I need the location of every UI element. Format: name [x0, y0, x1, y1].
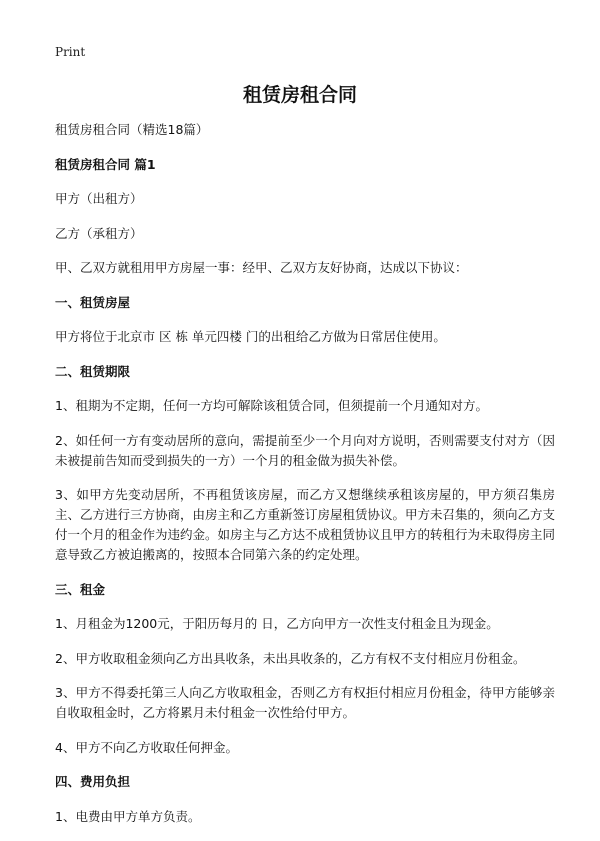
section-heading-lease-property: 一、租赁房屋 — [55, 294, 131, 310]
section-heading-lease-term: 二、租赁期限 — [55, 363, 131, 379]
section3-paragraph-1: 1、月租金为1200元，于阳历每月的 日，乙方向甲方一次性支付租金且为现金。 — [55, 616, 499, 631]
document-title: 租赁房租合同 — [242, 84, 357, 106]
article-heading: 租赁房租合同 篇1 — [55, 156, 156, 172]
section1-paragraph-1: 甲方将位于北京市 区 栋 单元四楼 门的出租给乙方做为日常居住使用。 — [55, 329, 446, 344]
section3-paragraph-4: 4、甲方不向乙方收取任何押金。 — [55, 739, 238, 755]
document-body — [55, 120, 555, 841]
section-heading-expenses: 四、费用负担 — [55, 774, 131, 789]
section2-paragraph-2: 2、如任何一方有变动居所的意向，需提前至少一个月向对方说明，否则需要支付对方（因未被提前告知而受到损失的一方）一个月的租金做为损失补偿。 — [55, 432, 555, 468]
section3-paragraph-3: 3、甲方不得委托第三人向乙方收取租金，否则乙方有权拒付相应月份租金，待甲方能够亲自收取租金时，乙方将累月未付租金一次性给付甲方。 — [55, 685, 555, 720]
intro-paragraph: 甲、乙双方就租用甲方房屋一事：经甲、乙双方友好协商，达成以下协议： — [55, 260, 468, 275]
section3-paragraph-2: 2、甲方收取租金须向乙方出具收条，未出具收条的，乙方有权不支付相应月份租金。 — [55, 650, 526, 666]
section2-paragraph-3: 3、如甲方先变动居所，不再租赁该房屋，而乙方又想继续承租该房屋的，甲方须召集房主、乙方进行三方协商，由房主和乙方重新签订房屋租赁协议。甲方未召集的，须向乙方支付一个月的租金作为违约金。如房主与乙方达不成租赁协议且甲方的转租行为未取得房主同意导致乙方被迫搬离的，按照本合同第六条的约定处理。 — [55, 487, 556, 562]
party-b: 乙方（承租方） — [55, 225, 143, 241]
section-heading-rent: 三、租金 — [55, 581, 106, 597]
section2-paragraph-1: 1、租期为不定期，任何一方均可解除该租赁合同，但须提前一个月通知对方。 — [55, 398, 488, 413]
section4-paragraph-1: 1、电费由甲方单方负责。 — [55, 808, 201, 824]
document-subtitle: 租赁房租合同（精选18篇） — [55, 122, 209, 137]
print-label: Print — [55, 45, 86, 59]
party-a: 甲方（出租方） — [55, 191, 143, 206]
